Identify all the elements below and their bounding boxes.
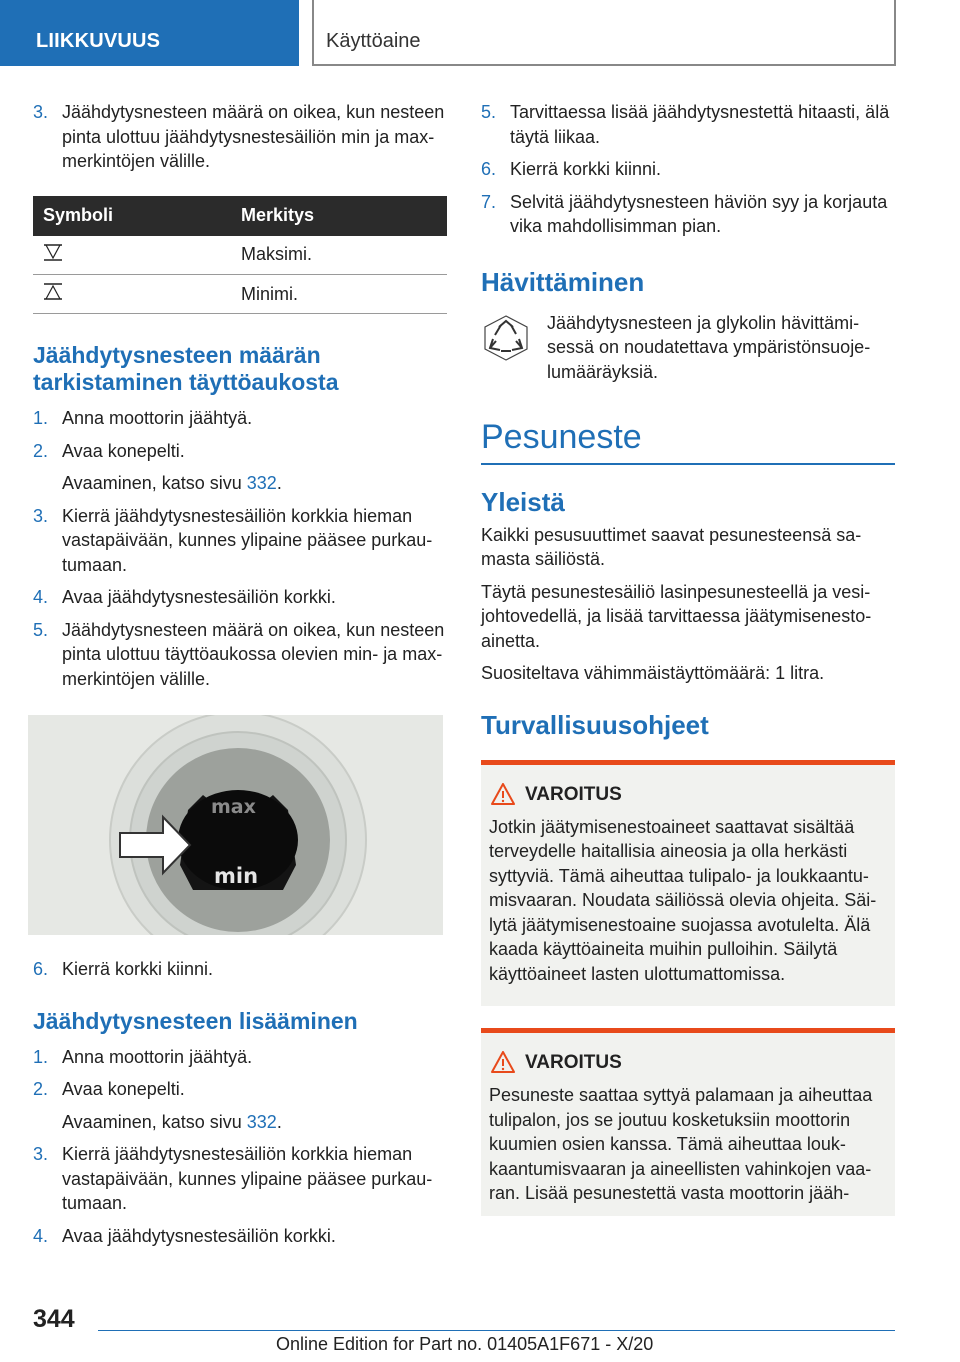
step-text: Kierrä korkki kiinni.	[510, 159, 662, 179]
symbol-table	[33, 196, 447, 315]
step-number: 7.	[481, 191, 497, 212]
table-row	[33, 236, 447, 275]
step-text: Avaa jäähdytysnestesäiliön korkki.	[62, 587, 336, 607]
step-text: Avaa jäähdytysnestesäiliön korkki.	[62, 1225, 336, 1246]
warning-title-text: VAROITUS	[525, 783, 622, 805]
step-number: 3.	[33, 102, 49, 122]
general-paragraph: Suositeltava vähimmäistäyttömäärä: 1 litra.	[481, 663, 825, 683]
warning-title-text: VAROITUS	[525, 1052, 622, 1073]
warning-text: Jotkin jäätymisenestoaineet saattavat sisältää terveydelle haitallisia aineosia ja olla herkästi syttyviä. Tämä aiheuttaa tulipalo- ja loukkaantumisvaaran. Noudata säiliössä olevia ohjeita. Säilytä jäätymisenestoaine suojassa avotulelta. Älä kaada käyttöaineita muihin pulloihin. Säilytä käyttöaineet lasten ulottumattomissa.	[489, 816, 877, 984]
subtext-prefix: Avaaminen, katso sivu	[62, 1111, 247, 1132]
disposal-note	[481, 311, 895, 391]
list-item	[33, 618, 447, 692]
table-cell-symbol	[33, 236, 231, 275]
header-tabs	[0, 0, 960, 66]
max-mark-icon	[43, 243, 63, 261]
step-number: 6.	[481, 159, 497, 179]
disposal-text: Jäähdytysnesteen ja glykolin hävittämisessä on noudatettava ympäristönsuojelumääräyksiä.	[547, 312, 871, 382]
warning-triangle-icon	[491, 783, 515, 805]
section-heading: Jäähdytysnesteen määrän tarkistaminen täyttöaukosta	[33, 342, 339, 395]
column-header-meaning: Merkitys	[231, 196, 447, 236]
step-text: Kierrä korkki kiinni.	[62, 959, 214, 979]
general-paragraph: Täytä pesunestesäiliö lasinpesunesteellä ja vesijohtovedellä, ja lisää tarvittaessa jäätymisenestoainetta.	[481, 581, 872, 651]
list-item	[33, 406, 447, 431]
disposal-heading: Hävittäminen	[481, 266, 645, 297]
section-heading: Jäähdytysnesteen lisääminen	[33, 1007, 358, 1034]
subtext-suffix: .	[276, 473, 282, 493]
table-cell-symbol	[33, 275, 231, 314]
min-mark-icon	[43, 283, 63, 301]
step-subtext	[33, 1110, 447, 1135]
step-text: Jäähdytysnesteen määrä on oikea, kun nesteen pinta ulottuu täyttöaukossa olevien min- ja max-merkintöjen välille.	[62, 619, 445, 689]
min-label: min	[214, 864, 259, 888]
subtext-prefix: Avaaminen, katso sivu	[62, 473, 247, 493]
warning-box	[481, 1028, 895, 1216]
step-subtext	[33, 471, 447, 496]
list-item	[33, 439, 447, 464]
step-text: Anna moottorin jäähtyä.	[62, 1046, 253, 1067]
filler-neck-illustration	[28, 715, 443, 935]
list-item	[33, 1045, 447, 1070]
list-item	[33, 1224, 447, 1249]
list-item	[481, 157, 895, 182]
step-number: 3.	[33, 1144, 49, 1164]
step-number: 1.	[33, 1046, 49, 1067]
step-text: Tarvittaessa lisää jäähdytysnestettä hitaasti, älä täytä liikaa.	[510, 102, 890, 147]
section-tab[interactable]: LIIKKUVUUS	[0, 0, 299, 66]
warning-triangle-icon	[491, 1051, 515, 1073]
recycle-icon	[481, 313, 531, 363]
washer-heading: Pesuneste	[481, 417, 895, 465]
list-item	[33, 1142, 447, 1216]
list-item	[33, 585, 447, 610]
list-item	[481, 100, 895, 149]
step-text: Anna moottorin jäähtyä.	[62, 408, 253, 428]
step-number: 6.	[33, 959, 49, 979]
safety-heading: Turvallisuusohjeet	[481, 709, 709, 740]
list-item	[33, 504, 447, 578]
column-header-symbol: Symboli	[33, 196, 231, 236]
page-link[interactable]: 332	[246, 1111, 277, 1132]
step-text: Kierrä jäähdytysnestesäiliön korkkia hieman vastapäivään, kunnes ylipaine pääsee purkautumaan.	[62, 505, 433, 575]
table-cell-meaning: Minimi.	[231, 275, 447, 314]
list-item	[33, 957, 447, 982]
list-item	[481, 190, 895, 239]
step-number: 2.	[33, 1079, 49, 1099]
warning-title	[489, 783, 887, 807]
warning-text: Pesuneste saattaa syttyä palamaan ja aiheuttaa tulipalon, jos se joutuu kosketuksiin moottorin kuumien osien kanssa. Tämä aiheuttaa loukkaantumisvaaran ja aineellisten vahinkojen vaaran. Lisää pesunestettä vasta moottorin jääh-	[489, 1085, 873, 1203]
general-paragraph: Kaikki pesusuuttimet saavat pesunesteensä samasta säiliöstä.	[481, 524, 862, 569]
right-column	[481, 100, 895, 1216]
step-number: 5.	[481, 102, 497, 122]
step-number: 1.	[33, 408, 49, 428]
step-text: Avaa konepelti.	[62, 440, 185, 461]
coolant-cap-photo	[28, 715, 443, 935]
max-label: max	[211, 796, 256, 818]
step-text: Avaa konepelti.	[62, 1079, 185, 1099]
general-heading: Yleistä	[481, 486, 565, 517]
chapter-tab[interactable]: Käyttöaine	[312, 0, 896, 66]
step-number: 5.	[33, 619, 49, 640]
step-number: 2.	[33, 440, 49, 461]
step-text: Selvitä jäähdytysnesteen häviön syy ja korjauta vika mahdollisimman pian.	[510, 191, 888, 236]
step-number: 4.	[33, 587, 49, 607]
page-number: 344	[33, 1305, 75, 1333]
step-number: 4.	[33, 1225, 49, 1246]
table-row	[33, 275, 447, 314]
step-text: Kierrä jäähdytysnestesäiliön korkkia hieman vastapäivään, kunnes ylipaine pääsee purkautumaan.	[62, 1144, 433, 1213]
step-number: 3.	[33, 505, 49, 526]
page-link[interactable]: 332	[246, 473, 277, 493]
warning-box	[481, 760, 895, 1007]
edition-text: Online Edition for Part no. 01405A1F671 - X/20	[276, 1334, 654, 1354]
list-item	[33, 100, 447, 174]
footer-divider	[98, 1330, 895, 1331]
warning-title	[489, 1051, 887, 1075]
subtext-suffix: .	[276, 1111, 282, 1132]
left-column	[33, 100, 447, 1256]
table-cell-meaning: Maksimi.	[231, 236, 447, 275]
step-text: Jäähdytysnesteen määrä on oikea, kun nesteen pinta ulottuu jäähdytysnestesäiliön min ja max-merkintöjen välille.	[62, 102, 445, 171]
list-item	[33, 1077, 447, 1102]
table-header-row	[33, 196, 447, 236]
